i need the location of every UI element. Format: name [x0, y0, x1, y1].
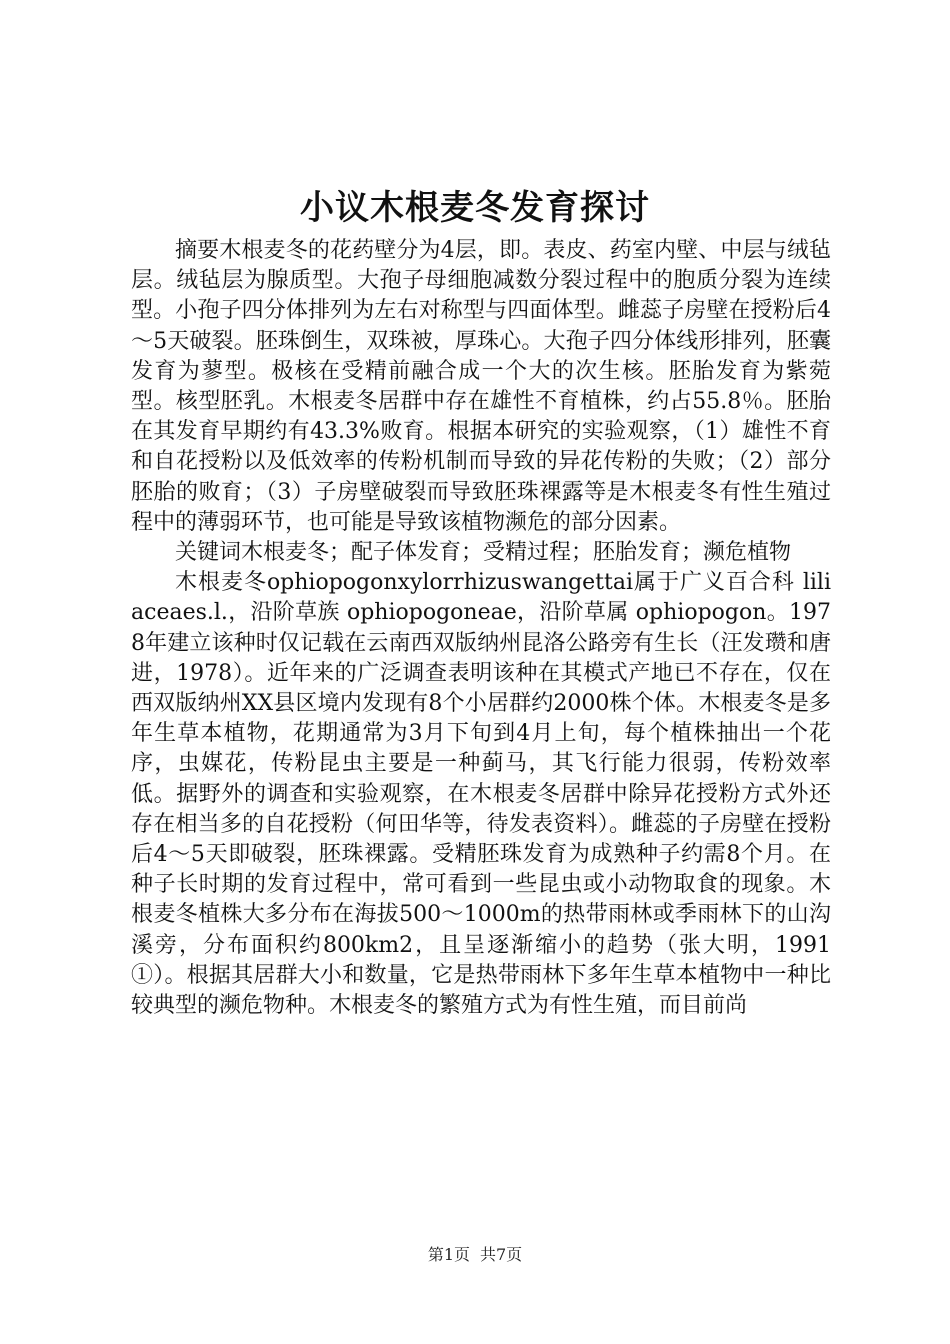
document-body	[131, 236, 831, 1021]
page-footer	[0, 1244, 950, 1266]
body-paragraph: 木根麦冬ophiopogonxylorrhizuswangettai属于广义百合科 liliaceaes.l.，沿阶草族 ophiopogoneae，沿阶草属 ophiopogon。1978年建立该种时仅记载在云南西双版纳州昆洛公路旁有生长（汪发瓒和唐进，1978）。近年来的广泛调查表明该种在其模式产地已不存在，仅在西双版纳州XX县区境内发现有8个小居群约2000株个体。木根麦冬是多年生草本植物，花期通常为3月下旬到4月上旬，每个植株抽出一个花序，虫媒花，传粉昆虫主要是一种蓟马，其飞行能力很弱，传粉效率低。据野外的调查和实验观察，在木根麦冬居群中除异花授粉方式外还存在相当多的自花授粉（何田华等，待发表资料）。雌蕊的子房壁在授粉后4～5天即破裂，胚珠裸露。受精胚珠发育为成熟种子约需8个月。在种子长时期的发育过程中，常可看到一些昆虫或小动物取食的现象。木根麦冬植株大多分布在海拔500～1000m的热带雨林或季雨林下的山沟溪旁，分布面积约800km2，且呈逐渐缩小的趋势（张大明，1991①）。根据其居群大小和数量，它是热带雨林下多年生草本植物中一种比较典型的濒危物种。木根麦冬的繁殖方式为有性生殖，而目前尚	[131, 570, 831, 1019]
document-title: 小议木根麦冬发育探讨	[300, 188, 650, 228]
abstract-paragraph: 摘要木根麦冬的花药壁分为4层，即。表皮、药室内壁、中层与绒毡层。绒毡层为腺质型。大孢子母细胞减数分裂过程中的胞质分裂为连续型。小孢子四分体排列为左右对称型与四面体型。雌蕊子房壁在授粉后4～5天破裂。胚珠倒生，双珠被，厚珠心。大孢子四分体线形排列，胚囊发育为蓼型。极核在受精前融合成一个大的次生核。胚胎发育为紫菀型。核型胚乳。木根麦冬居群中存在雄性不育植株，约占55.8％。胚胎在其发育早期约有43.3%败育。根据本研究的实验观察，（1）雄性不育和自花授粉以及低效率的传粉机制而导致的异花传粉的失败；（2）部分胚胎的败育；（3）子房壁破裂而导致胚珠裸露等是木根麦冬有性生殖过程中的薄弱环节，也可能是导致该植物濒危的部分因素。	[131, 238, 831, 535]
page-number: 第1页	[427, 1245, 470, 1264]
keywords-paragraph: 关键词木根麦冬；配子体发育；受精过程；胚胎发育；濒危植物	[175, 540, 792, 566]
page-total: 共7页	[480, 1245, 523, 1264]
